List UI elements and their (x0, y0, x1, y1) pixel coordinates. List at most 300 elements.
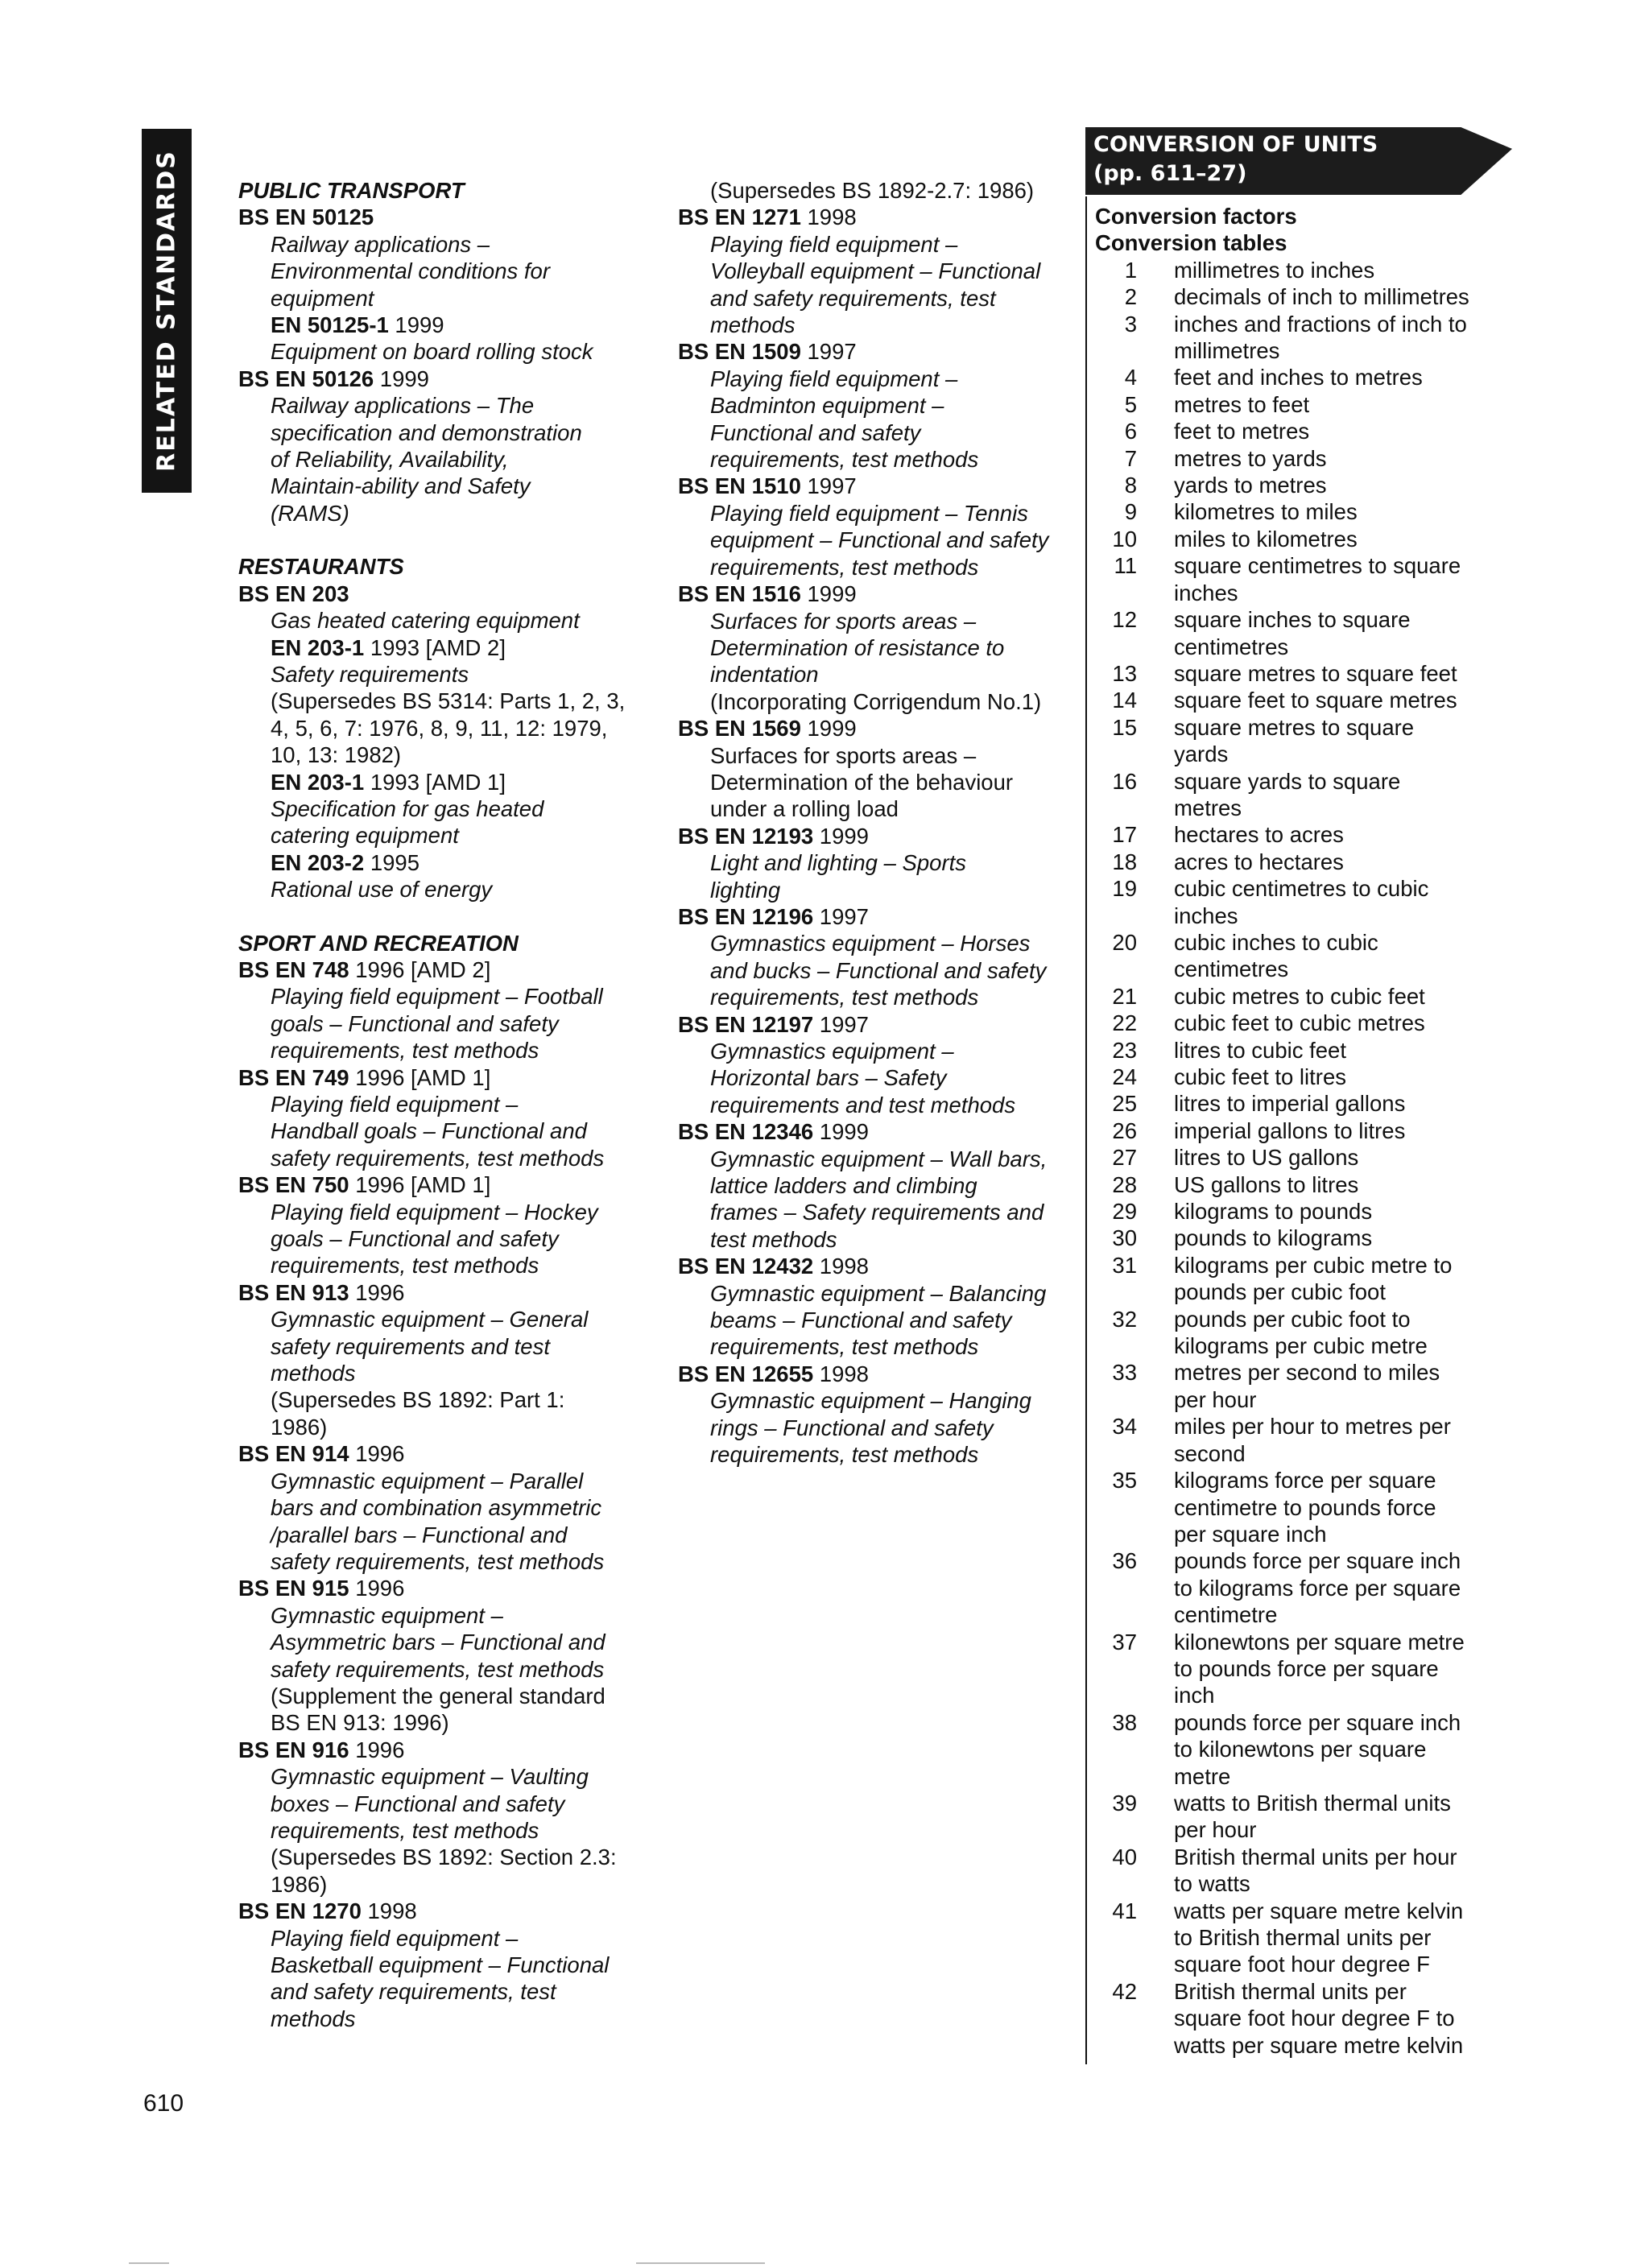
standard-title-line: safety requirements, test methods (271, 1145, 605, 1171)
standard-code: BS EN 12432 (678, 1254, 814, 1279)
conversion-table-line (1095, 929, 1546, 956)
standard-code-line (238, 1064, 657, 1091)
standard-title-line: methods (710, 312, 796, 338)
standard-title-line: and safety requirements, test (710, 285, 996, 311)
standard-date: 1998 (813, 1254, 869, 1279)
conversion-table-line (1095, 1010, 1546, 1036)
standard-code: BS EN 50125 (238, 204, 374, 230)
standard-title-line: requirements, test methods (271, 1253, 539, 1279)
standard-title-line: requirements, test methods (710, 985, 979, 1010)
conversion-table-label: kilograms per cubic metre to (1174, 1252, 1453, 1278)
column-divider (1085, 196, 1087, 2064)
standard-code: BS EN 12197 (678, 1011, 814, 1037)
conversion-table-line (1095, 1601, 1546, 1628)
standard-title-line: lattice ladders and climbing (710, 1173, 977, 1199)
standard-code: BS EN 12346 (678, 1119, 814, 1145)
standard-note-line: under a rolling load (710, 796, 899, 822)
standard-code-line (238, 634, 657, 661)
section-heading: PUBLIC TRANSPORT (238, 178, 465, 203)
conversion-table-label: to British thermal units per (1174, 1925, 1432, 1950)
standard-title-line: Playing field equipment – Tennis (710, 500, 1028, 526)
section-heading: RESTAURANTS (238, 554, 404, 580)
conversion-table-line (1095, 1279, 1546, 1305)
conversion-table-label: hectares to acres (1174, 822, 1344, 848)
standard-code-line (678, 903, 1081, 930)
standard-title-line: Equipment on board rolling stock (271, 339, 593, 365)
conversion-table-line (1095, 418, 1546, 444)
standard-title-line: requirements, test methods (271, 1817, 539, 1843)
standard-code-line (678, 823, 1081, 849)
conversion-table-label: feet and inches to metres (1174, 365, 1423, 390)
standard-title-line: requirements, test methods (710, 1334, 979, 1360)
conversion-table-label: inches (1174, 903, 1238, 928)
conversion-table-line (1095, 1494, 1546, 1521)
conversion-table-number: 37 (1112, 1629, 1137, 1655)
conversion-table-label: pounds to kilograms (1174, 1225, 1373, 1251)
conversion-table-label: cubic centimetres to cubic (1174, 876, 1429, 902)
standard-title-line: Gymnastic equipment – Hanging (710, 1388, 1031, 1414)
standard-title-line: Gymnastic equipment – Parallel (271, 1468, 584, 1493)
standard-code: BS EN 1510 (678, 473, 801, 499)
conversion-table-number: 29 (1112, 1199, 1137, 1225)
standard-code: BS EN 915 (238, 1576, 349, 1601)
standard-title-line: and safety requirements, test (271, 1979, 556, 2005)
standard-code: BS EN 12196 (678, 903, 814, 929)
standard-code-line (238, 1171, 657, 1198)
conversion-table-label: centimetres (1174, 634, 1289, 659)
standard-date: 1999 (800, 581, 857, 607)
conversion-table-line (1095, 795, 1546, 821)
standard-date: 1996 [AMD 2] (349, 956, 491, 982)
standard-date: 1996 (349, 1737, 405, 1762)
conversion-table-label: yards (1174, 742, 1229, 767)
scan-mark (129, 2262, 169, 2264)
standard-code: EN 203-1 (271, 634, 365, 660)
conversion-table-line (1095, 1844, 1546, 1870)
conversion-table-number: 15 (1112, 714, 1137, 740)
conversion-table-line (1095, 1978, 1546, 2005)
conversion-table-number: 23 (1112, 1037, 1137, 1063)
conversion-table-label: kilograms to pounds (1174, 1199, 1373, 1225)
conversion-table-number: 24 (1112, 1064, 1137, 1089)
standard-title-line: boxes – Functional and safety (271, 1791, 565, 1816)
conversion-table-number: 17 (1112, 822, 1137, 848)
standard-title-line: Specification for gas heated (271, 795, 544, 821)
standard-title-line: Playing field equipment – Hockey (271, 1199, 598, 1225)
standard-date: 1999 (388, 312, 444, 338)
conversion-table-line (1095, 983, 1546, 1010)
standard-title-line: Surfaces for sports areas – (710, 608, 977, 634)
standard-date: 1997 (813, 1011, 869, 1037)
standard-title-line: Gas heated catering equipment (271, 608, 580, 634)
conversion-table-label: acres to hectares (1174, 849, 1344, 874)
standard-title-line: Gymnastic equipment – Vaulting (271, 1764, 589, 1790)
conversion-table-label: litres to cubic feet (1174, 1037, 1346, 1063)
standard-date: 1999 (813, 1119, 869, 1145)
standard-title-line: Railway applications – The (271, 393, 535, 419)
conversion-table-label: millimetres to inches (1174, 257, 1375, 283)
standard-title-line: safety requirements and test (271, 1333, 550, 1359)
standard-date: 1998 (800, 204, 857, 230)
standard-title-line: Functional and safety (710, 419, 921, 445)
conversion-table-line (1095, 1951, 1546, 1977)
conversion-table-label: watts to British thermal units (1174, 1790, 1451, 1816)
conversion-table-number: 30 (1112, 1225, 1137, 1251)
conversion-table-line (1095, 1763, 1546, 1790)
conversion-table-label: to pounds force per square (1174, 1655, 1439, 1681)
standard-code-line (678, 580, 1081, 607)
conversion-table-number: 41 (1112, 1898, 1137, 1923)
conversion-table-label: millimetres (1174, 338, 1280, 364)
conversion-table-number: 1 (1124, 257, 1137, 283)
standard-code-line (678, 473, 1081, 499)
conversion-table-line (1095, 1198, 1546, 1225)
standard-code-line (238, 1898, 657, 1924)
standard-date: 1996 [AMD 1] (349, 1172, 491, 1198)
standard-date: 1993 [AMD 2] (364, 634, 506, 660)
standard-code: BS EN 1569 (678, 716, 801, 742)
conversion-table-line (1095, 2032, 1546, 2059)
standard-date: 1996 (349, 1576, 405, 1601)
standard-title-line: Gymnastics equipment – (710, 1039, 954, 1064)
conversion-table-label: imperial gallons to litres (1174, 1117, 1406, 1143)
conversion-table-number: 21 (1112, 983, 1137, 1009)
standard-title-line: methods (271, 2006, 356, 2031)
standard-code-line (238, 312, 657, 338)
standard-note-line: (Supersedes BS 5314: Parts 1, 2, 3, (271, 688, 626, 714)
standard-code: BS EN 203 (238, 580, 349, 606)
conversion-table-number: 40 (1112, 1844, 1137, 1869)
conversion-table-label: US gallons to litres (1174, 1171, 1359, 1197)
conversion-table-number: 18 (1112, 849, 1137, 874)
conversion-table-line (1095, 1547, 1546, 1574)
standard-code-line (678, 338, 1081, 365)
standard-date: 1996 [AMD 1] (349, 1064, 491, 1090)
conversion-table-line (1095, 1117, 1546, 1144)
standard-code: BS EN 750 (238, 1172, 349, 1198)
conversion-table-number: 25 (1112, 1091, 1137, 1117)
standard-code-line (238, 1737, 657, 1763)
conversion-table-label: square metres to square (1174, 714, 1415, 740)
conversion-table-label: cubic inches to cubic (1174, 929, 1378, 955)
standard-code: BS EN 913 (238, 1279, 349, 1305)
conversion-table-label: per square inch (1174, 1521, 1327, 1547)
conversion-table-label: cubic metres to cubic feet (1174, 983, 1425, 1009)
conversion-table-line (1095, 498, 1546, 525)
conversion-table-label: pounds per cubic foot (1174, 1279, 1386, 1305)
conversion-table-number: 39 (1112, 1790, 1137, 1816)
conversion-table-line (1095, 1924, 1546, 1951)
standard-note-line: (Incorporating Corrigendum No.1) (710, 688, 1042, 714)
conversion-table-line (1095, 821, 1546, 848)
standard-title-line: Railway applications – (271, 231, 490, 257)
standard-title-line: indentation (710, 662, 819, 688)
standard-title-line: equipment – Functional and safety (710, 527, 1049, 553)
section-gap (238, 903, 657, 930)
standard-title-line: Gymnastic equipment – Balancing (710, 1280, 1047, 1306)
standard-code-line (238, 1279, 657, 1306)
standard-title-line: requirements and test methods (710, 1092, 1016, 1117)
conversion-table-line (1095, 1440, 1546, 1467)
conversion-table-number: 19 (1112, 876, 1137, 902)
standard-title-line: equipment (271, 285, 374, 311)
standard-code: BS EN 748 (238, 956, 349, 982)
conversion-table-line (1095, 1790, 1546, 1816)
standard-title-line: specification and demonstration (271, 419, 582, 445)
conversion-table-label: kilograms force per square (1174, 1468, 1436, 1493)
standard-title-line: /parallel bars – Functional and (271, 1522, 568, 1547)
conversion-table-label: square centimetres to square (1174, 553, 1461, 579)
standard-title-line: frames – Safety requirements and (710, 1200, 1044, 1225)
conversion-table-label: square feet to square metres (1174, 688, 1457, 713)
standard-code-line (238, 1440, 657, 1467)
standard-note-line: 10, 13: 1982) (271, 742, 402, 768)
conversion-table-line (1095, 364, 1546, 390)
standard-code-line (678, 715, 1081, 742)
standard-note-line: (Supplement the general standard (271, 1683, 605, 1708)
conversion-table-label: kilograms per cubic metre (1174, 1333, 1428, 1359)
conversion-table-label: pounds per cubic foot to (1174, 1306, 1411, 1332)
conversion-table-line (1095, 1629, 1546, 1655)
conversion-table-line (1095, 606, 1546, 633)
conversion-table-label: British thermal units per (1174, 1978, 1407, 2004)
conversion-table-line (1095, 1655, 1546, 1682)
standard-code-line (238, 956, 657, 983)
conversion-table-label: square foot hour degree F to (1174, 2006, 1455, 2031)
standards-column-1 (238, 177, 657, 2032)
conversion-table-number: 2 (1124, 284, 1137, 310)
standard-date: 1996 (349, 1279, 405, 1305)
standard-code-line (678, 1011, 1081, 1038)
conversion-table-number: 36 (1112, 1548, 1137, 1574)
standard-code: BS EN 1509 (678, 339, 801, 365)
standard-title-line: Light and lighting – Sports (710, 850, 966, 876)
conversion-table-label: metres to yards (1174, 445, 1327, 471)
conversion-table-number: 38 (1112, 1709, 1137, 1735)
related-standards-tab (142, 129, 192, 493)
conversion-table-label: metres to feet (1174, 391, 1310, 417)
standard-title-line: Gymnastic equipment – General (271, 1307, 589, 1332)
standard-title-line: Gymnastics equipment – Horses (710, 931, 1031, 956)
standard-title-line: methods (271, 1361, 356, 1386)
standard-title-line: lighting (710, 877, 781, 903)
conversion-table-line (1095, 257, 1546, 283)
conversion-table-line (1095, 1682, 1546, 1708)
standard-date: 1999 (374, 366, 429, 391)
conversion-table-number: 12 (1112, 607, 1137, 633)
standard-code-line (238, 1575, 657, 1601)
standards-column-2 (678, 177, 1081, 1469)
conversion-table-label: inch (1174, 1683, 1215, 1708)
conversion-table-label: centimetres (1174, 956, 1289, 982)
standard-title-line: and bucks – Functional and safety (710, 957, 1047, 983)
standard-title-line: of Reliability, Availability, (271, 447, 509, 473)
conversion-table-number: 33 (1112, 1360, 1137, 1386)
standard-code-line (678, 1118, 1081, 1145)
standard-title-line: Basketball equipment – Functional (271, 1952, 610, 1977)
conversion-table-label: miles per hour to metres per (1174, 1414, 1451, 1440)
standard-title-line: Asymmetric bars – Functional and (271, 1630, 605, 1655)
conversion-table-label: cubic feet to cubic metres (1174, 1010, 1425, 1036)
standard-code-line (238, 366, 657, 392)
conversion-table-number: 31 (1112, 1252, 1137, 1278)
standard-note-line: (Supersedes BS 1892-2.7: 1986) (710, 178, 1035, 203)
standard-title-line: Environmental conditions for (271, 258, 550, 284)
conversion-table-number: 4 (1124, 365, 1137, 390)
conversion-table-label: watts per square metre kelvin (1174, 2032, 1464, 2058)
conversion-table-line (1095, 1252, 1546, 1279)
conversion-table-number: 14 (1112, 688, 1137, 713)
standard-title-line: Badminton equipment – (710, 393, 944, 419)
conversion-table-line (1095, 768, 1546, 795)
standard-code: BS EN 1516 (678, 581, 801, 607)
standard-title-line: Determination of resistance to (710, 634, 1005, 660)
conversion-table-line (1095, 283, 1546, 310)
standard-date: 1999 (800, 716, 857, 742)
conversion-table-label: miles to kilometres (1174, 526, 1358, 552)
standard-code-line (238, 204, 657, 230)
conversion-table-label: litres to US gallons (1174, 1145, 1359, 1171)
conversion-table-line (1095, 2005, 1546, 2031)
standard-code: EN 203-1 (271, 769, 365, 795)
conversion-heading: Conversion factors (1095, 204, 1297, 229)
conversion-table-label: inches and fractions of inch to (1174, 311, 1467, 337)
conversion-banner-title: CONVERSION OF UNITS (1093, 132, 1378, 157)
conversion-table-number: 3 (1124, 311, 1137, 337)
conversion-table-number: 16 (1112, 768, 1137, 794)
standard-title-line: goals – Functional and safety (271, 1010, 559, 1036)
page-number: 610 (143, 2090, 184, 2117)
standard-note-line: Surfaces for sports areas – (710, 742, 977, 768)
standard-title-line: test methods (710, 1226, 837, 1252)
conversion-table-label: square yards to square (1174, 768, 1401, 794)
standard-title-line: Safety requirements (271, 661, 469, 687)
section-gap (238, 527, 657, 553)
standard-code-line (678, 1253, 1081, 1279)
conversion-table-line (1095, 1709, 1546, 1736)
conversion-table-label: metre (1174, 1763, 1231, 1789)
standard-code-line (238, 769, 657, 795)
conversion-table-number: 42 (1112, 1978, 1137, 2004)
conversion-table-label: centimetre (1174, 1602, 1278, 1628)
standard-note-line: (Supersedes BS 1892: Part 1: (271, 1387, 565, 1413)
standard-date: 1995 (364, 849, 420, 875)
conversion-table-line (1095, 1413, 1546, 1440)
conversion-table-label: square foot hour degree F (1174, 1952, 1430, 1977)
standard-note-line: Determination of the behaviour (710, 769, 1014, 795)
conversion-table-label: centimetre to pounds force (1174, 1494, 1436, 1520)
standard-title-line: catering equipment (271, 823, 459, 849)
conversion-table-line (1095, 1816, 1546, 1843)
conversion-table-line (1095, 1306, 1546, 1332)
conversion-table-number: 5 (1124, 391, 1137, 417)
scan-mark (636, 2262, 765, 2264)
conversion-table-line (1095, 526, 1546, 552)
standard-title-line: Horizontal bars – Safety (710, 1065, 947, 1091)
conversion-table-line (1095, 1359, 1546, 1386)
conversion-table-number: 26 (1112, 1117, 1137, 1143)
conversion-table-line (1095, 1898, 1546, 1924)
conversion-table-number: 32 (1112, 1306, 1137, 1332)
conversion-table-number: 27 (1112, 1145, 1137, 1171)
standard-title-line: Playing field equipment – Football (271, 984, 603, 1010)
conversion-table-line (1095, 445, 1546, 472)
conversion-table-number: 22 (1112, 1010, 1137, 1036)
standard-code-line (238, 849, 657, 876)
conversion-table-line (1095, 1467, 1546, 1493)
conversion-table-line (1095, 1064, 1546, 1090)
conversion-table-label: square metres to square feet (1174, 660, 1457, 686)
standard-title-line: Playing field equipment – (271, 1092, 519, 1117)
related-standards-label: RELATED STANDARDS (152, 150, 181, 472)
conversion-table-line (1095, 956, 1546, 982)
conversion-table-line (1095, 552, 1546, 579)
section-heading: SPORT AND RECREATION (238, 930, 519, 956)
conversion-table-line (1095, 311, 1546, 337)
conversion-table-line (1095, 741, 1546, 767)
standard-title-line: Playing field equipment – (710, 366, 958, 391)
conversion-table-line (1095, 1870, 1546, 1897)
conversion-table-line (1095, 1225, 1546, 1251)
standard-title-line: rings – Functional and safety (710, 1415, 994, 1440)
conversion-table-label: inches (1174, 580, 1238, 605)
conversion-table-line (1095, 1575, 1546, 1601)
conversion-table-label: to kilograms force per square (1174, 1575, 1461, 1601)
standard-code-line (678, 1361, 1081, 1387)
conversion-banner-pages: (pp. 611–27) (1093, 161, 1247, 186)
conversion-table-label: pounds force per square inch (1174, 1548, 1461, 1574)
standard-title-line: requirements, test methods (710, 554, 979, 580)
standard-title-line: beams – Functional and safety (710, 1308, 1012, 1333)
conversion-table-line (1095, 1521, 1546, 1547)
standard-code: BS EN 12193 (678, 823, 814, 849)
conversion-table-label: pounds force per square inch (1174, 1709, 1461, 1735)
conversion-table-label: per hour (1174, 1817, 1257, 1843)
conversion-table-label: watts per square metre kelvin (1174, 1898, 1464, 1923)
conversion-table-label: per hour (1174, 1386, 1257, 1412)
conversion-tables-list (1095, 203, 1546, 2059)
standard-title-line: Maintain-ability and Safety (271, 473, 531, 499)
standard-code: BS EN 12655 (678, 1361, 814, 1386)
conversion-table-line (1095, 1386, 1546, 1413)
standard-code-line (238, 580, 657, 607)
conversion-table-line (1095, 1332, 1546, 1359)
standard-note-line: 4, 5, 6, 7: 1976, 8, 9, 11, 12: 1979, (271, 715, 608, 741)
standard-date: 1997 (813, 903, 869, 929)
standard-title-line: Playing field equipment – (710, 231, 958, 257)
standard-code: EN 203-2 (271, 849, 365, 875)
conversion-table-line (1095, 337, 1546, 364)
standard-note-line: 1986) (271, 1871, 328, 1897)
conversion-table-line (1095, 875, 1546, 902)
conversion-table-number: 13 (1112, 660, 1137, 686)
standard-note-line: (Supersedes BS 1892: Section 2.3: (271, 1845, 617, 1870)
conversion-table-label: yards to metres (1174, 473, 1327, 498)
conversion-heading: Conversion tables (1095, 230, 1287, 256)
standard-code: BS EN 50126 (238, 366, 374, 391)
standard-code-line (678, 204, 1081, 230)
standard-date: 1997 (800, 473, 857, 499)
standard-title-line: (RAMS) (271, 500, 349, 526)
standard-date: 1998 (361, 1898, 417, 1924)
standard-code: BS EN 1271 (678, 204, 801, 230)
conversion-table-line (1095, 849, 1546, 875)
conversion-table-label: decimals of inch to millimetres (1174, 284, 1469, 310)
conversion-table-line (1095, 714, 1546, 741)
standard-title-line: Volleyball equipment – Functional (710, 258, 1041, 284)
standard-code: BS EN 749 (238, 1064, 349, 1090)
conversion-table-label: metres per second to miles (1174, 1360, 1440, 1386)
